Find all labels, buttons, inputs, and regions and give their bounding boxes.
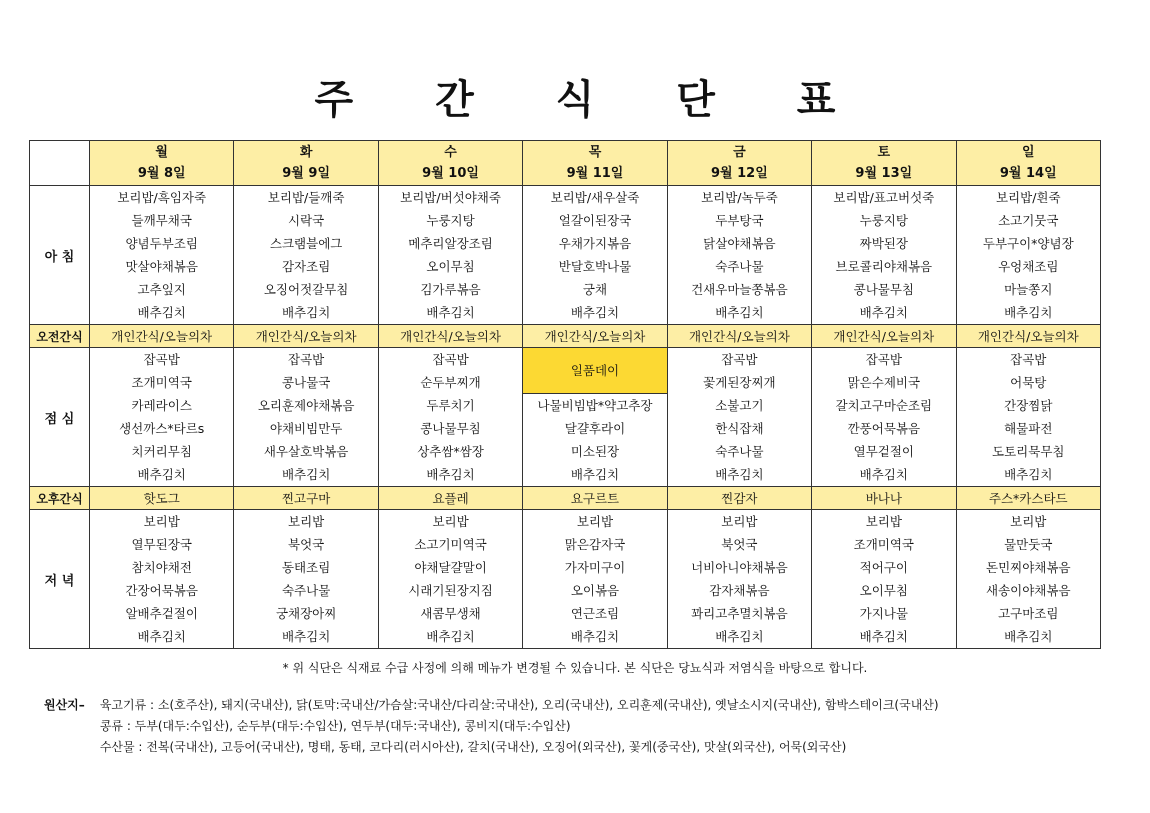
menu-item: 해물파전 [1004,421,1053,436]
breakfast-cell-2 [378,186,522,325]
menu-item: 배추김치 [859,305,908,320]
menu-item: 치커리무침 [131,444,192,459]
menu-item: 보리밥 [721,514,758,529]
day-name: 금 [733,145,746,160]
menu-item: 북엇국 [288,537,325,552]
menu-item: 오이무침 [859,583,908,598]
menu-item: 가지나물 [859,606,908,621]
day-name: 화 [299,145,313,160]
menu-item: 보리밥/흰죽 [995,190,1061,205]
menu-item: 배추김치 [281,305,331,320]
menu-item: 얼갈이된장국 [558,213,632,228]
day-date: 9월 13일 [855,166,913,181]
day-name: 목 [588,145,602,160]
afternoon_snack-cell-0: 핫도그 [90,487,234,510]
lunch-cell-3 [523,348,667,487]
menu-item: 고구마조림 [998,606,1059,621]
menu-item: 꽃게된장찌개 [703,375,776,390]
menu-item: 돈민찌야채볶음 [986,560,1071,575]
day-date: 9월 10일 [422,166,479,181]
day-date: 9월 12일 [711,166,768,181]
origin-line-seafood: 수산물 : 전복(국내산), 고등어(국내산), 명태, 동태, 코다리(러시아산), 갈치(국내산), 오징어(외국산), 꽃게(중국산), 맛살(외국산), 어묵(외국산) [99,740,847,754]
afternoon_snack-label: 오후간식 [30,487,90,510]
menu-item: 감자조림 [281,259,331,274]
menu-item: 보리밥/흑임자죽 [117,190,207,205]
menu-item: 맑은감자국 [564,537,626,552]
breakfast-label: 아 침 [30,186,90,325]
menu-item: 배추김치 [715,629,764,644]
menu-item: 동태조림 [281,560,331,575]
menu-item: 나물비빔밥*약고추장 [537,398,653,413]
menu-item: 새우살호박볶음 [263,444,349,459]
menu-item: 연근조림 [570,606,620,621]
menu-item: 배추김치 [859,467,908,482]
breakfast-row [30,186,1101,325]
afternoon_snack-cell-2: 요플레 [378,487,522,510]
menu-item: 소고기뭇국 [998,213,1059,228]
lunch-cell-2 [378,348,522,487]
menu-item: 깐풍어묵볶음 [847,421,921,436]
menu-item: 닭살야채볶음 [703,236,776,251]
menu-item: 열무겉절이 [853,444,915,459]
menu-item: 너비아니야채볶음 [691,560,788,575]
menu-item: 잡곡밥 [288,352,325,367]
breakfast-cell-1 [234,186,378,325]
menu-item: 배추김치 [1004,467,1053,482]
menu-item: 새콤무생채 [420,606,481,621]
menu-note: * 위 식단은 식재료 수급 사정에 의해 메뉴가 변경될 수 있습니다. 본 식단은 당뇨식과 저염식을 바탕으로 합니다. [282,661,868,675]
afternoon_snack-cell-3: 요구르트 [523,487,667,510]
menu-item: 보리밥/버섯야채죽 [400,190,501,205]
menu-item: 갈치고구마순조림 [835,398,933,413]
menu-item: 열무된장국 [131,537,192,552]
menu-item: 잡곡밥 [1010,352,1047,367]
day-header-row [30,141,1101,186]
menu-item: 물만둣국 [1004,537,1053,552]
menu-item: 누룽지탕 [426,213,475,228]
day-name: 일 [1021,145,1035,160]
menu-item: 스크램블에그 [269,236,343,251]
breakfast-cell-4 [667,186,811,325]
day-date: 9월 8일 [137,166,186,181]
day-header-0 [90,141,234,186]
menu-item: 오이무침 [426,259,475,274]
menu-item: 보리밥 [143,514,180,529]
origin-section [44,695,939,758]
menu-item: 보리밥/들깨죽 [267,190,345,205]
menu-item: 우엉채조림 [998,259,1059,274]
afternoon_snack-cell-1: 찐고구마 [234,487,378,510]
menu-item: 도토리묵무침 [992,444,1065,459]
dinner-cell-2 [378,510,522,649]
menu-item: 보리밥 [576,514,614,529]
day-date: 9월 11일 [566,166,624,181]
day-header-1 [234,141,378,186]
menu-item: 가자미구이 [564,560,626,575]
menu-item: 궁채 [582,282,608,297]
menu-item: 맛살야채볶음 [125,259,198,274]
origin-label: 원산지– [44,698,85,712]
menu-item: 일품데이 [523,348,666,394]
menu-item: 배추김치 [1004,629,1053,644]
menu-item: 감자채볶음 [709,583,770,598]
dinner-cell-4 [667,510,811,649]
origin-line-beans: 콩류 : 두부(대두:수입산), 순두부(대두:수입산), 연두부(대두:국내산), 콩비지(대두:수입산) [99,719,571,733]
menu-item: 두부구이*양념장 [982,236,1074,251]
day-header-2 [378,141,522,186]
morning_snack-cell-3: 개인간식/오늘의차 [523,325,667,348]
menu-item: 어묵탕 [1010,375,1047,390]
menu-item: 배추김치 [570,305,620,320]
menu-item: 순두부찌개 [420,375,481,390]
menu-item: 간장찜닭 [1004,398,1053,413]
lunch-cell-1 [234,348,378,487]
morning_snack-cell-2: 개인간식/오늘의차 [378,325,522,348]
menu-item: 마늘쫑지 [1004,282,1053,297]
corner-cell [30,141,90,186]
menu-item: 보리밥 [288,514,325,529]
menu-item: 숙주나물 [715,259,764,274]
menu-item: 조개미역국 [131,375,192,390]
menu-item: 배추김치 [715,467,764,482]
weekly-menu-table [29,140,1101,649]
day-header-4 [667,141,811,186]
menu-item: 짜박된장 [859,236,908,251]
afternoon_snack-row [30,487,1101,510]
day-date: 9월 9일 [282,166,330,181]
menu-item: 오징어젓갈무침 [263,282,349,297]
breakfast-cell-6 [956,186,1100,325]
menu-item: 보리밥/녹두죽 [701,190,778,205]
day-date: 9월 14일 [999,166,1057,181]
page-title: 주 간 식 단 표 [314,77,870,123]
menu-item: 콩나물국 [281,375,331,390]
afternoon_snack-cell-6: 주스*카스타드 [956,487,1100,510]
lunch-row [30,348,1101,487]
day-name: 수 [444,145,457,160]
menu-item: 잡곡밥 [143,352,180,367]
morning_snack-row [30,325,1101,348]
menu-item: 보리밥 [865,514,902,529]
menu-item: 오리훈제야채볶음 [257,398,355,413]
menu-item: 한식잡채 [715,421,764,436]
menu-item: 달걀후라이 [564,421,626,436]
menu-item: 양념두부조림 [125,236,198,251]
menu-item: 상추쌈*쌈장 [417,444,484,459]
day-header-3 [523,141,667,186]
menu-item: 배추김치 [281,629,331,644]
menu-item: 김가루볶음 [420,282,481,297]
menu-item: 배추김치 [570,629,620,644]
day-header-6 [956,141,1100,186]
menu-item: 적어구이 [859,560,908,575]
morning_snack-label: 오전간식 [30,325,90,348]
dinner-cell-0 [90,510,234,649]
dinner-cell-3 [523,510,667,649]
menu-item: 잡곡밥 [432,352,469,367]
lunch-cell-5 [812,348,956,487]
menu-item: 배추김치 [137,467,186,482]
menu-item: 콩나물무침 [420,421,481,436]
breakfast-cell-0 [90,186,234,325]
menu-item: 배추김치 [426,629,475,644]
menu-item: 콩나물무침 [853,282,915,297]
menu-item: 보리밥/표고버섯죽 [833,190,935,205]
dinner-label: 저 녁 [30,510,90,649]
menu-item: 생선까스*타르s [119,421,205,436]
menu-item: 두부탕국 [715,213,764,228]
menu-item: 야채비빔만두 [269,421,343,436]
morning_snack-cell-6: 개인간식/오늘의차 [956,325,1100,348]
morning_snack-cell-5: 개인간식/오늘의차 [812,325,956,348]
dinner-cell-1 [234,510,378,649]
menu-item: 숙주나물 [715,444,764,459]
afternoon_snack-cell-5: 바나나 [812,487,956,510]
menu-item: 미소된장 [570,444,620,459]
menu-item: 소고기미역국 [414,537,487,552]
menu-item: 조개미역국 [853,537,915,552]
menu-item: 오이볶음 [570,583,620,598]
menu-item: 보리밥 [1010,514,1047,529]
morning_snack-cell-1: 개인간식/오늘의차 [234,325,378,348]
menu-item: 새송이야채볶음 [986,583,1071,598]
menu-item: 배추김치 [426,305,475,320]
menu-item: 배추김치 [137,305,186,320]
dinner-cell-5 [812,510,956,649]
menu-item: 카레라이스 [131,398,192,413]
menu-item: 간장어묵볶음 [125,583,198,598]
menu-item: 잡곡밥 [721,352,758,367]
menu-item: 잡곡밥 [865,352,902,367]
menu-item: 누룽지탕 [859,213,908,228]
menu-item: 참치야채전 [131,560,192,575]
dinner-row [30,510,1101,649]
menu-item: 보리밥/새우살죽 [550,190,640,205]
lunch-cell-6 [956,348,1100,487]
morning_snack-cell-0: 개인간식/오늘의차 [90,325,234,348]
menu-item: 건새우마늘쫑볶음 [691,282,788,297]
day-name: 토 [877,145,891,160]
menu-item: 배추김치 [1004,305,1053,320]
menu-item: 두루치기 [426,398,475,413]
menu-item: 배추김치 [281,467,331,482]
menu-item: 고추잎지 [137,282,186,297]
menu-item: 꽈리고추멸치볶음 [691,606,788,621]
afternoon_snack-cell-4: 찐감자 [667,487,811,510]
menu-item: 배추김치 [137,629,186,644]
menu-item: 궁채장아찌 [275,606,337,621]
breakfast-cell-5 [812,186,956,325]
menu-item: 브로콜리야채볶음 [835,259,933,274]
menu-item: 북엇국 [721,537,758,552]
menu-item: 보리밥 [432,514,469,529]
menu-item: 야채달걀말이 [414,560,487,575]
origin-line-meat: 육고기류 : 소(호주산), 돼지(국내산), 닭(토막:국내산/가슴살:국내산/다리살:국내산), 오리(국내산), 오리훈제(국내산), 옛날소시지(국내산), 함박스테이크(국내산) [99,698,939,712]
day-header-5 [812,141,956,186]
lunch-cell-4 [667,348,811,487]
menu-item: 맑은수제비국 [847,375,921,390]
menu-item: 시래기된장지짐 [408,583,493,598]
menu-item: 우채가지볶음 [558,236,632,251]
lunch-label: 점 심 [30,348,90,487]
menu-item: 소불고기 [715,398,764,413]
day-name: 월 [155,145,168,160]
lunch-cell-0 [90,348,234,487]
menu-item: 반달호박나물 [558,259,632,274]
menu-item: 배추김치 [859,629,908,644]
menu-item: 메추리알장조림 [408,236,493,251]
menu-item: 들깨무채국 [131,213,192,228]
menu-item: 배추김치 [715,305,764,320]
dinner-cell-6 [956,510,1100,649]
menu-item: 숙주나물 [281,583,331,598]
menu-item: 배추김치 [570,467,620,482]
menu-item: 시락국 [288,213,325,228]
morning_snack-cell-4: 개인간식/오늘의차 [667,325,811,348]
breakfast-cell-3 [523,186,667,325]
menu-item: 배추김치 [426,467,475,482]
menu-item: 알배추겉절이 [125,606,198,621]
